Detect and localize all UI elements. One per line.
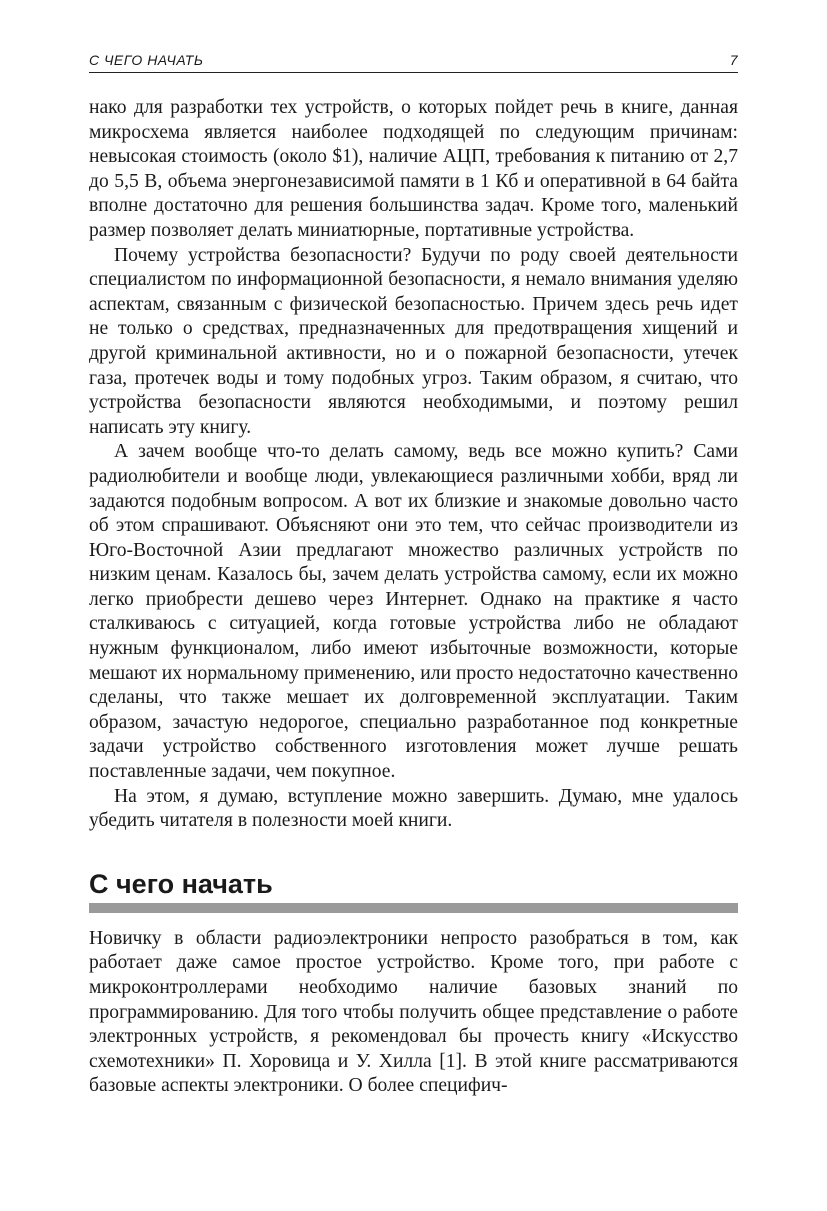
- section-paragraph: Новичку в области радиоэлектроники непросто разобраться в том, как работает даже самое простое устройство. Кроме того, при работе с микроконтроллерами необходимо наличие базовых знаний по программированию. Для того чтобы получить общее представление о работе электронных устройств, я рекомендовал бы прочесть книгу «Искусство схемотехники» П. Хоровица и У. Хилла [1]. В этой книге рассматриваются базовые аспекты электроники. О более специфич-: [89, 927, 738, 1097]
- running-header: [89, 48, 738, 73]
- book-page: [89, 48, 738, 1099]
- paragraph: А зачем вообще что-то делать самому, ведь все можно купить? Сами радиолюбители и вообще люди, увлекающиеся различными хобби, вряд ли задаются подобным вопросом. А вот их близкие и знакомые довольно часто об этом спрашивают. Объясняют они это тем, что сейчас производители из Юго-Восточной Азии предлагают множество различных устройств по низким ценам. Казалось бы, зачем делать устройства самому, если их можно легко приобрести дешево через Интернет. Однако на практике я часто сталкиваюсь с ситуацией, когда готовые устройства либо не обладают нужным функционалом, либо имеют избыточные возможности, которые мешают их нормальному применению, или просто недостаточно качественно сделаны, что также мешает их долговременной эксплуатации. Таким образом, зачастую недорогое, специально разработанное под конкретные задачи устройство собственного изготовления может лучше решать поставленные задачи, чем покупное.: [89, 441, 738, 783]
- paragraph: На этом, я думаю, вступление можно завершить. Думаю, мне удалось убедить читателя в полезности моей книги.: [89, 785, 738, 832]
- section-rule: [89, 903, 738, 913]
- paragraph: Почему устройства безопасности? Будучи по роду своей деятельности специалистом по информационной безопасности, я немало внимания уделяю аспектам, связанным с физической безопасностью. Причем здесь речь идет не только о средствах, предназначенных для предотвращения хищений и другой криминальной активности, но и о пожарной безопасности, утечек газа, протечек воды и тому подобных угроз. Таким образом, я считаю, что устройства безопасности являются необходимыми, и поэтому решил написать эту книгу.: [89, 244, 738, 438]
- page-number: 7: [729, 52, 738, 68]
- paragraph-continuation: нако для разработки тех устройств, о которых пойдет речь в книге, данная микросхема является наиболее подходящей по следующим причинам: невысокая стоимость (около $1), наличие АЦП, требования к питанию от 2,7 до 5,5 В, объема энергонезависимой памяти в 1 Кб и оперативной в 64 байта вполне достаточно для решения большинства задач. Кроме того, маленький размер позволяет делать миниатюрные, портативные устройства.: [89, 97, 738, 241]
- section-body: [89, 927, 738, 1099]
- body-text: [89, 96, 738, 834]
- section-heading: С чего начать: [89, 868, 273, 899]
- running-header-title: С ЧЕГО НАЧАТЬ: [89, 52, 204, 68]
